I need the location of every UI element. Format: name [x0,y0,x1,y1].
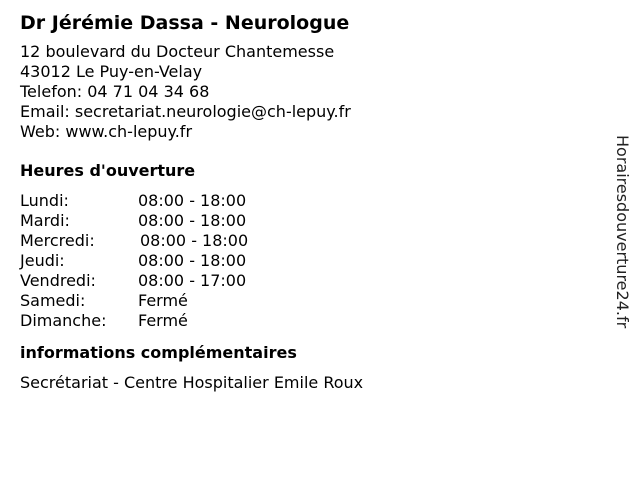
hours-row-tuesday [20,211,600,231]
doctor-card [20,10,600,393]
hours-day: Lundi: [20,191,69,210]
email-line: Email: secretariat.neurologie@ch-lepuy.fr [20,102,351,121]
hours-row-saturday [20,291,600,311]
contact-block [20,42,600,142]
hours-time: 08:00 - 18:00 [140,231,249,250]
hours-day: Mercredi: [20,231,95,250]
address-street: 12 boulevard du Docteur Chantemesse [20,42,335,61]
info-text: Secrétariat - Centre Hospitalier Emile Roux [20,373,364,392]
hours-day: Jeudi: [20,251,65,270]
hours-time: Fermé [138,291,188,310]
hours-row-thursday [20,251,600,271]
hours-row-sunday [20,311,600,331]
hours-day: Vendredi: [20,271,96,290]
hours-day: Samedi: [20,291,86,310]
hours-row-friday [20,271,600,291]
site-watermark: Horairesdouverture24.fr [613,135,632,329]
info-heading: informations complémentaires [20,343,297,362]
hours-time: 08:00 - 18:00 [138,211,247,230]
hours-row-wednesday [20,231,600,251]
phone-line: Telefon: 04 71 04 34 68 [20,82,210,101]
hours-table [20,191,600,331]
hours-time: 08:00 - 17:00 [138,271,247,290]
web-line: Web: www.ch-lepuy.fr [20,122,193,141]
hours-heading: Heures d'ouverture [20,161,196,180]
hours-time: 08:00 - 18:00 [138,191,247,210]
page-title: Dr Jérémie Dassa - Neurologue [20,12,350,34]
hours-time: Fermé [138,311,188,330]
hours-day: Mardi: [20,211,70,230]
hours-day: Dimanche: [20,311,107,330]
hours-time: 08:00 - 18:00 [138,251,247,270]
hours-row-monday [20,191,600,211]
address-city: 43012 Le Puy-en-Velay [20,62,203,81]
